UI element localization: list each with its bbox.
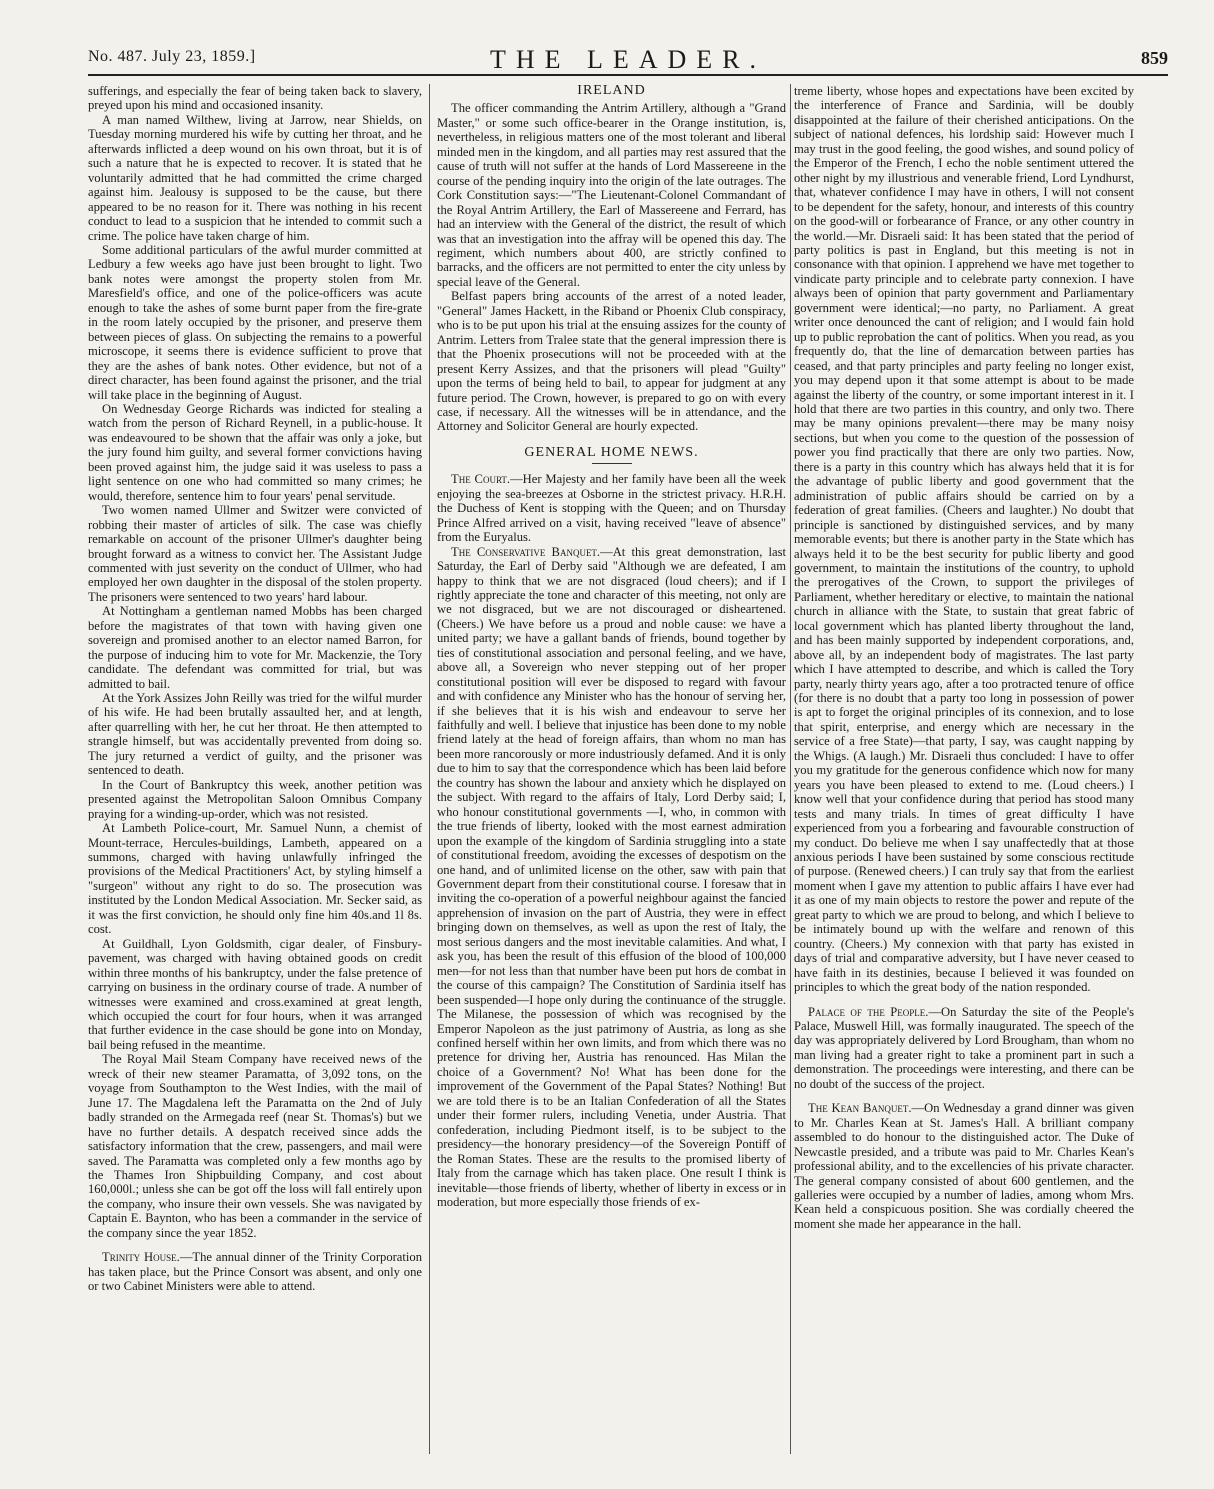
article-paragraph [88, 1250, 422, 1293]
article-paragraph: Some additional particulars of the awful murder committed at Ledbury a few weeks ago have just been brought to light. Two bank notes were amongst the property stolen from Mr. Maresfield's office, and one of the police-officers was acute enough to take the ashes of some burnt paper from the fire-grate in the room lately occupied by the prisoner, and preserve them between pieces of glass. On subjecting the remains to a powerful microscope, it seems there is evidence sufficient to prove that they are the ashes of bank notes. Other evidence, but not of a direct character, has been found against the prisoner, and the trial will take place in the beginning of August. [88, 242, 422, 402]
article-paragraph [794, 1005, 1134, 1092]
article-paragraph [794, 1101, 1134, 1231]
article-paragraph [437, 472, 786, 544]
column-2 [437, 84, 786, 1454]
item-text: —At this great demonstration, last Saturday, the Earl of Derby said "Although we are defeated, I am happy to think that we are not disgraced (loud cheers); and if I rightly appreciate the tone and character of this meeting, not only are we not disgraced, but we are not discouraged or disheartened. (Cheers.) We have before us a proud and noble cause: we have a united party; we have a gallant bands of friends, bound together by ties of constitutional association and personal feeling, and we have, above all, a Sovereign who never stepping out of her proper constitutional position will ever be disposed to regard with favour and with confidence any Minister who has the honour of serving her, if she believes that it is his wish and endeavour to serve her faithfully and well. I believe that injustice has been done to my noble friend lately at the head of foreign affairs, than whom no man has been more rancorously or more industriously defamed. And it is only due to him to say that the correspondence which has been laid before the country has shown the labour and anxiety which he displayed on the subject. With regard to the affairs of Italy, Lord Derby said; I, who honour constitutional governments —I, who, in common with the true friends of liberty, looked with the most earnest admiration upon the example of the kingdom of Sardinia struggling into a state of constitutional freedom, avoiding the excesses of despotism on the one hand, and of unlimited license on the other, saw with pain that Government depart from their constitutional course. I foresaw that in inviting the co-operation of a powerful neighbour against the fancied apprehension of invasion on the part of Austria, they were in effect bringing down on themselves, as well as upon the rest of Italy, the most serious dangers and the most inevitable calamities. And what, I ask you, has been the result of this effusion of the blood of 100,000 men—for not less than that number have been put hors de combat in the course of this campaign? The Constitution of Sardinia itself has been suspended—I hope only during the continuance of the struggle. The Milanese, the possession of which was recognised by the Emperor Napoleon as the just patrimony of Austria, as long as she confined herself within her own limits, and from which there was no pretence for driving her, Austria has renounced. Has Milan the choice of a Government? No! What has been done for the improvement of the Government of the Papal States? Nothing! But we are told there is to be an Italian Confederation of all the States under their former rulers, including Venetia, under Austria. That confederation, including Piedmont itself, is to be subject to the presidency—the honorary presidency—of the Sovereign Pontiff of the Roman States. These are the results to the promised liberty of Italy from the carnage which has taken place. One result I think is inevitable—those friends of liberty, whether of liberty in excess or in moderation, but more especially those friends of ex- [437, 544, 786, 1209]
item-text: —On Wednesday a grand dinner was given to Mr. Charles Kean at St. James's Hall. A brilliant company assembled to do honour to the distinguished actor. The Duke of Newcastle presided, and a tribute was paid to Mr. Charles Kean's professional ability, and to the excellencies of his private character. The general company consisted of about 600 gentlemen, and the galleries were occupied by a number of ladies, among whom Mrs. Kean held a conspicuous position. She was cordially cheered the moment she made her appearance in the hall. [794, 1101, 1134, 1231]
article-paragraph: At the York Assizes John Reilly was tried for the wilful murder of his wife. He had been brutally assaulted her, and at length, after quarrelling with her, he cut her throat. He then attempted to strangle himself, but was accidentally prevented from doing so. The jury returned a verdict of guilty, and the prisoner was sentenced to death. [88, 691, 422, 778]
item-lead: The Kean Banquet. [808, 1101, 912, 1116]
item-lead: The Conservative Banquet. [451, 544, 601, 559]
article-paragraph: The officer commanding the Antrim Artillery, although a "Grand Master," or some such office-bearer in the Orange institution, is, nevertheless, in religious matters one of the most tolerant and liberal minded men in the kingdom, and all parties may rest assured that the cause of truth will not suffer at the hands of Lord Massereene in the course of the pending inquiry into the origin of the late outrages. The Cork Constitution says:—"The Lieutenant-Colonel Commandant of the Royal Antrim Artillery, the Earl of Massereene and Ferrard, has had an interview with the General of the district, the result of which was that an investigation into the affray will be opened this day. The regiment, which numbers about 400, are strictly confined to barracks, and the officers are not permitted to enter the city unless by special leave of the General. [437, 101, 786, 289]
article-paragraph: Two women named Ullmer and Switzer were convicted of robbing their master of articles of silk. The case was chiefly remarkable on account of the prisoner Ullmer's daughter being brought forward as a witness to convict her. The Assistant Judge commented with just severity on the conduct of Ullmer, who had employed her own daughter in the disposal of the stolen property. The prisoners were sentenced to two years' hard labour. [88, 503, 422, 604]
issue-line: No. 487. July 23, 1859.] [88, 48, 256, 65]
item-lead: Trinity House. [102, 1250, 180, 1265]
page-number: 859 [1141, 48, 1168, 68]
article-paragraph: In the Court of Bankruptcy this week, another petition was presented against the Metropolitan Saloon Omnibus Company praying for a winding-up-order, which was not resisted. [88, 777, 422, 821]
column-rule [429, 84, 430, 1454]
article-paragraph: A man named Wilthew, living at Jarrow, near Shields, on Tuesday morning murdered his wife by cutting her throat, and he afterwards inflicted a deep wound on his own throat, but it is of such a nature that he is expected to recover. It is stated that he voluntarily admitted that he had committed the crime charged against him. Jealousy is supposed to be the cause, but there appeared to be no reason for it. There was nothing in his recent conduct to lead to a suspicion that he intended to commit such a crime. The police have taken charge of him. [88, 112, 422, 243]
column-1 [88, 84, 422, 1454]
item-text: —The annual dinner of the Trinity Corporation has taken place, but the Prince Consort was absent, and only one or two Cabinet Ministers were able to attend. [88, 1250, 422, 1294]
item-lead: The Court. [451, 472, 511, 487]
article-paragraph: Belfast papers bring accounts of the arrest of a noted leader, "General" James Hackett, in the Riband or Phoenix Club conspiracy, who is to be put upon his trial at the ensuing assizes for the county of Antrim. Letters from Tralee state that the general impression there is that the Phoenix prosecutions will not be proceeded with at the present Kerry Assizes, and that the prisoners will plead "Guilty" upon the terms of being held to bail, to appear for judgment at any future period. The Crown, however, is prepared to go on with every case, if necessary. All the witnesses will be in attendance, and the Attorney and Solicitor General are hourly expected. [437, 289, 786, 434]
item-text: —On Saturday the site of the People's Palace, Muswell Hill, was formally inaugurated. The speech of the day was appropriately delivered by Lord Brougham, than whom no man living had a greater right to take a prominent part in such a demonstration. The proceedings were interesting, and there can be no doubt of the success of the project. [794, 1004, 1134, 1091]
article-paragraph: treme liberty, whose hopes and expectations have been excited by the interference of France and Sardinia, will be doubly disappointed at the failure of their cherished anticipations. On the subject of national defences, his lordship said: However much I may trust in the good feeling, the good wishes, and sound policy of the Emperor of the French, I echo the noble sentiment uttered the other night by my illustrious and venerable friend, Lord Lyndhurst, that, whatever confidence I may have in others, I will not consent to be dependent for the safety, honour, and interests of this country on the good-will or forbearance of France, or any other country in the world.—Mr. Disraeli said: It has been stated that the period of party politics is past in England, but this meeting is not in consonance with that opinion. I apprehend we have met together to vindicate party principle and to celebrate party connexion. I have always been of opinion that party government and Parliamentary government were identical;—no party, no Parliament. A great writer once denounced the cant of religion; and I would fain hold up to public reprobation the cant of politics. When you read, as you frequently do, that the line of demarcation between parties has ceased, and that party principles and party feeling no longer exist, you may depend upon it that some attempt is about to be made against the liberty of the country, or some important interest in it. I hold that there are two parties in this country, and only two. There may be many opinions prevalent—there may be many noisy sections, but when you come to the question of the possession of power you find practically that there are only two parties. Now, there is a party in this country which has always held that it is for the advantage of public liberty and good government that the administration of public affairs should be carried on by a federation of great families. (Cheers and laughter.) No doubt that principle is sanctioned by distinguished services, and by many memorable events; but there is another party in the State which has always held it to be the best security for public liberty and good government, to maintain the institutions of the country, to uphold the prerogatives of the Crown, to support the privileges of Parliament, whether hereditary or elective, to maintain the national church in alliance with the State, to sustain that great fabric of local government which has planted liberty throughout the land, and has been mainly supported by independent corporations, and, above all, by an independent body of magistrates. The last party which I have attempted to describe, and which is called the Tory party, nearly thirty years ago, after a too protracted tenure of office (for there is no doubt that a party too long in possession of power is apt to forget the original principles of its connexion, and to lose that spirit, enterprise, and energy which are necessary in the service of a free State)—that party, I say, was caught napping by the Whigs. (A laugh.) Mr. Disraeli thus concluded: I have to offer you my gratitude for the generous confidence which now for many years you have been pleased to extend to me. (Loud cheers.) I know well that your confidence during that period has stood many tests and many trials. In times of great difficulty I have experienced from you a forbearing and favourable construction of my conduct. Do believe me when I say unaffectedly that at those anxious periods I have been sustained by some conscious rectitude of purpose. (Renewed cheers.) I can truly say that from the earliest moment when I gave my attention to public affairs I have ever had it as one of my main objects to restore the power and repute of the great party to which we are proud to belong, and which I believe to be intimately bound up with the welfare and renown of this country. (Cheers.) My connexion with that party has existed in days of trial and comparative adversity, but I have never ceased to have faith in its destinies, because I believed it was founded on principles to which the great body of the nation responded. [794, 84, 1134, 995]
article-paragraph [437, 545, 786, 1210]
column-3 [794, 84, 1134, 1454]
item-text: —Her Majesty and her family have been all the week enjoying the sea-breezes at Osborne in the strictest privacy. H.R.H. the Duchess of Kent is stopping with the Queen; and on Thursday Prince Alfred arrived on a visit, having received "leave of absence" from the Euryalus. [437, 472, 786, 545]
article-paragraph: sufferings, and especially the fear of being taken back to slavery, preyed upon his mind and occasioned insanity. [88, 84, 422, 113]
column-rule [790, 84, 791, 1454]
heading-rule [592, 463, 632, 464]
article-paragraph: At Nottingham a gentleman named Mobbs has been charged before the magistrates of that town with having given one sovereign and promised another to an elector named Barron, for the purpose of inducing him to vote for Mr. Mackenzie, the Tory candidate. The defendant was committed for trial, but was admitted to bail. [88, 604, 422, 691]
masthead [88, 45, 1168, 76]
section-heading-home-news: GENERAL HOME NEWS. [524, 444, 699, 460]
article-paragraph: The Royal Mail Steam Company have received news of the wreck of their new steamer Paramatta, of 3,092 tons, on the voyage from Southampton to the West Indies, with the mail of June 17. The Magdalena left the Paramatta on the 2nd of July badly stranded on the Armegada reef (near St. Thomas's) but we have no further details. A despatch received since adds the satisfactory information that the crew, passengers, and mail were saved. The Paramatta was completed only a few months ago by the Thames Iron Shipbuilding Company, and cost about 160,000l.; unless she can be got off the loss will fall entirely upon the company, who insure their own vessels. She was navigated by Captain E. Baynton, who has been a commander in the service of the company since the year 1852. [88, 1052, 422, 1240]
article-paragraph: At Lambeth Police-court, Mr. Samuel Nunn, a chemist of Mount-terrace, Hercules-buildings, Lambeth, appeared on a summons, charged with having unlawfully infringed the provisions of the Medical Practitioners' Act, by styling himself a "surgeon" without any right to do so. The prosecution was instituted by the London Medical Association. Mr. Secker said, as it was the first conviction, he should only fine him 40s.and 1l 8s. cost. [88, 821, 422, 937]
article-paragraph: At Guildhall, Lyon Goldsmith, cigar dealer, of Finsbury-pavement, was charged with having obtained goods on credit within three months of his bankruptcy, under the false pretence of carrying on business in the ordinary course of trade. A number of witnesses were examined and cross.examined at great length, which occupied the court for four hours, when it was arranged that further evidence in the case should be gone into on Monday, bail being refused in the meantime. [88, 936, 422, 1052]
section-heading-ireland: IRELAND [577, 84, 646, 98]
item-lead: Palace of the People. [808, 1004, 929, 1019]
newspaper-title: THE LEADER. [489, 45, 767, 74]
article-paragraph: On Wednesday George Richards was indicted for stealing a watch from the person of Richard Reynell, in a public-house. It was endeavoured to be shown that the affair was only a joke, but the jury found him guilty, and several former convictions having been proved against him, the judge said it was useless to pass a light sentence on one who had committed so many crimes; he would, therefore, sentence him to four years' penal servitude. [88, 401, 422, 503]
